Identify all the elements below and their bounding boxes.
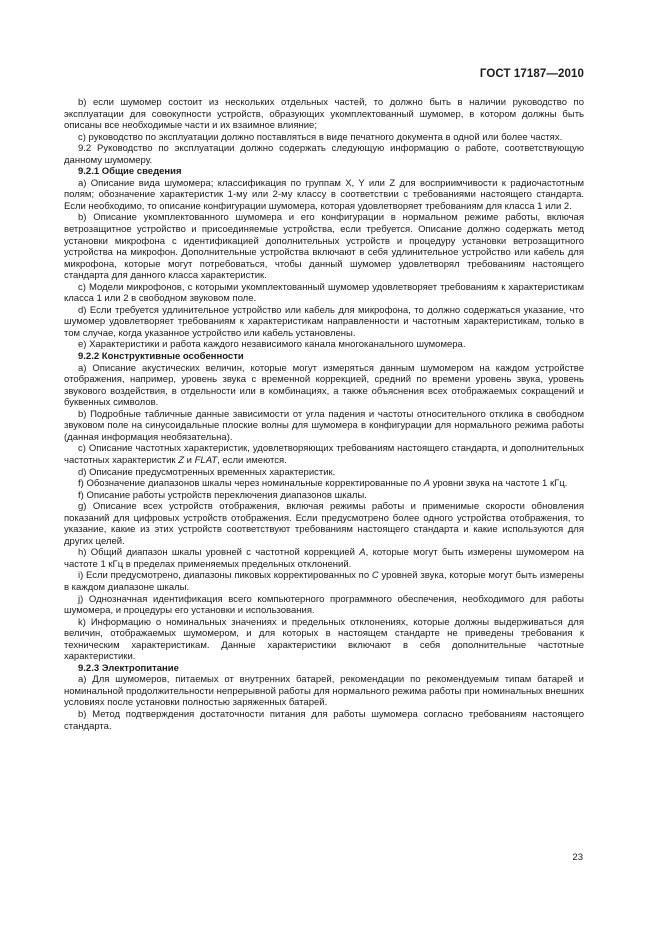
item-9-2-2-f-ranges: f) Обозначение диапазонов шкалы через номинальные корректированные по A уровни звука на частоте 1 кГц. xyxy=(78,478,568,490)
item-9-2-2-k: k) Информацию о номинальных значениях и предельных отклонениях, которые должны выдерживаться для величин, отображаемых шумомером, и для которых в настоящем стандарте не приведены требования к техническим характеристикам. Данные характеристики включают в себя дополнительные частотные характеристики. xyxy=(64,616,584,663)
clause-9-2: 9.2 Руководство по эксплуатации должно содержать следующую информацию о работе, соответствующую данному шумомеру. xyxy=(64,143,584,166)
heading-9-2-2: 9.2.2 Конструктивные особенности xyxy=(78,351,244,363)
item-9-2-2-f-switching: f) Описание работы устройств переключения диапазонов шкалы. xyxy=(78,489,367,501)
page-number: 23 xyxy=(572,852,583,863)
document-body xyxy=(64,97,584,732)
item-9-2-2-c: c) Описание частотных характеристик, удовлетворяющих требованиям настоящего стандарта, и дополнительных частотных характеристик Z и FLAT, если имеются. xyxy=(64,443,584,466)
paragraph-b-manual-parts: b) если шумомер состоит из нескольких отдельных частей, то должно быть в наличии руководство по эксплуатации для совокупности устройств, образующих укомплектованный шумомер, в котором должны быть описаны все необходимые части и их взаимное влияние; xyxy=(64,97,584,132)
item-9-2-3-a: а) Для шумомеров, питаемых от внутренних батарей, рекомендации по рекомендуемым типам батарей и номинальной продолжительности непрерывной работы для нормального режима работы при номинальных внешних условиях после установки полностью заряженных батарей. xyxy=(64,674,584,709)
item-9-2-2-a: a) Описание акустических величин, которые могут измеряться данным шумомером на каждом устройстве отображения, например, уровень звука с временной коррекцией, средний по времени уровень звука, уровень звукового воздействия, в отдельности или в комбинациях, а также объяснения всех отображаемых сокращений и буквенных символов. xyxy=(64,362,584,409)
item-9-2-1-c: c) Модели микрофонов, с которыми укомплектованный шумомер удовлетворяет требованиям к характеристикам класса 1 или 2 в свободном звуковом поле. xyxy=(64,281,584,305)
item-9-2-2-d: d) Описание предусмотренных временных характеристик. xyxy=(78,466,336,478)
heading-9-2-3: 9.2.3 Электропитание xyxy=(78,662,179,674)
item-9-2-2-j: j) Однозначная идентификация всего компьютерного программного обеспечения, необходимого для работы шумомера, и процедуры его установки и использования. xyxy=(64,593,584,617)
item-9-2-1-d: d) Если требуется удлинительное устройство или кабель для микрофона, то должно содержаться указание, что шумомер удовлетворяет требованиям к характеристикам направленности и частотным характеристикам, только в том случае, когда указанное устройство или кабель установлены. xyxy=(64,304,584,339)
item-9-2-2-g: g) Описание всех устройств отображения, включая режимы работы и применимые скорости обновления показаний для цифровых устройств отображения. Если предусмотрено более одного устройства отображения, то указание, какие из этих устройств соответствуют требованиям настоящего стандарта и какие используются для других целей. xyxy=(64,501,584,547)
item-9-2-1-a: а) Описание вида шумомера; классификация по группам X, Y или Z для восприимчивости к радиочастотным полям; обозначение характеристик 1-му или 2-му классу в соответствии с требованиями настоящего стандарта. Если необходимо, то описание конфигурации шумомера, которая удовлетворяет требованиям для класса 1 или 2. xyxy=(64,177,584,212)
item-9-2-3-b: b) Метод подтверждения достаточности питания для работы шумомера согласно требованиям настоящего стандарта. xyxy=(64,708,584,732)
item-9-2-1-b: b) Описание укомплектованного шумомера и его конфигурации в нормальном режиме работы, включая ветрозащитное устройство и присоединяемые устройства, если требуется. Описание должно содержать метод установки микрофона с идентификацией дополнительных устройств и процедуру установки ветрозащитного устройства на микрофон. Дополнительные устройства включают в себя удлинительное устройство или кабель для микрофона, которые могут потребоваться, чтобы данный шумомер удовлетворял требованиям настоящего стандарта для данного класса характеристик. xyxy=(64,212,584,282)
heading-9-2-1: 9.2.1 Общие сведения xyxy=(78,166,182,178)
item-9-2-2-h: h) Общий диапазон шкалы уровней с частотной коррекцией A, которые могут быть измерены шумомером на частоте 1 кГц в пределах применяемых предельных отклонений. xyxy=(64,547,584,570)
item-9-2-1-e: e) Характеристики и работа каждого независимого канала многоканального шумомера. xyxy=(78,339,466,351)
item-9-2-2-i: i) Если предусмотрено, диапазоны пиковых корректированных по C уровней звука, которые могут быть измерены в каждом диапазоне шкалы. xyxy=(64,570,584,593)
item-9-2-2-b: b) Подробные табличные данные зависимости от угла падения и частоты относительного отклика в свободном звуковом поле на синусоидальные плоские волны для шумомера в конфигурации для нормального режима работы (данная информация необязательна). xyxy=(64,408,584,443)
paragraph-c-printed-manual: c) руководство по эксплуатации должно поставляться в виде печатного документа в одной или более частях. xyxy=(78,131,563,143)
standard-header: ГОСТ 17187—2010 xyxy=(479,68,584,80)
